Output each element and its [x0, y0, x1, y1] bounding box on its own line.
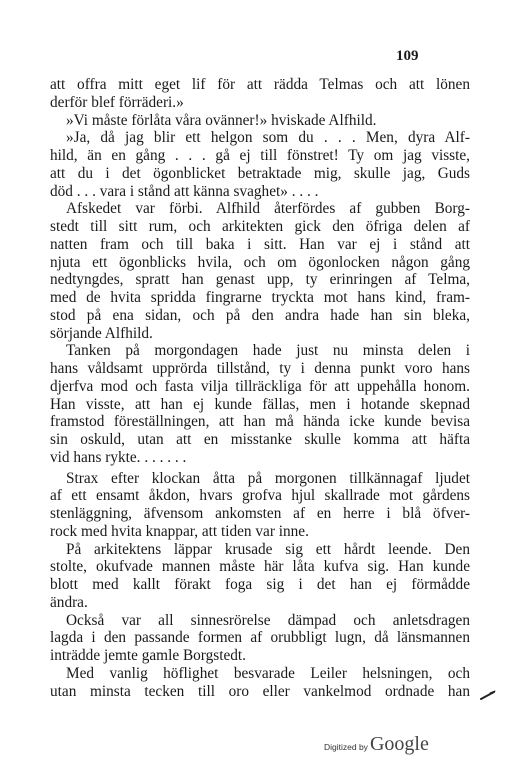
text-line: natten fram och till baka i sitt. Han var ej i stånd att: [50, 235, 470, 253]
text-line: död . . . vara i stånd att känna svaghet» . . . .: [50, 182, 319, 200]
text-line: Afskedet var förbi. Alfhild återfördes af gubben Borg-: [66, 200, 470, 218]
text-line: med de hvita spridda fingrarne tryckta mot hans kind, fram-: [50, 289, 470, 306]
text-line: stod på ena sidan, och på den andra hade han sin bleka,: [50, 306, 470, 324]
text-line: Tanken på morgondagen hade just nu minsta delen i: [66, 342, 470, 360]
text-line: Också var all sinnesrörelse dämpad och anletsdragen: [66, 611, 470, 629]
text-line: sin oskuld, utan att en misstanke skulle komma att häfta: [50, 431, 470, 448]
text-line: På arkitektens läppar krusade sig ett hårdt leende. Den: [66, 540, 470, 558]
text-line: vid hans rykte. . . . . . .: [50, 448, 187, 466]
text-line: djerfva mod och fasta vilja tillräckliga för att uppehålla honom.: [50, 377, 470, 395]
text-line: hild, än en gång . . . gå ej till fönstret! Ty om jag visste,: [50, 147, 470, 164]
digitized-by-label: Digitized by: [324, 742, 368, 752]
text-line: hans våldsamt upprörda tillstånd, ty i denna punkt voro hans: [50, 360, 470, 377]
text-line: »Ja, då jag blir ett helgon som du . . . Men, dyra Alf-: [66, 129, 470, 147]
text-line: Strax efter klockan åtta på morgonen tillkännagaf ljudet: [66, 469, 470, 487]
text-line: att du i det ögonblicket betraktade mig, skulle jag, Guds: [50, 164, 470, 182]
digitized-watermark: [324, 733, 429, 756]
ink-mark-icon: [480, 690, 496, 700]
text-line: blott med kallt förakt foga sig i det han ej förmådde: [50, 576, 470, 593]
text-line: af ett ensamt åkdon, hvars grofva hjul skallrade mot gårdens: [50, 487, 470, 505]
page-number: 109: [396, 48, 419, 64]
text-line: ändra.: [50, 593, 88, 611]
text-line: stedt till sitt rum, och arkitekten gick den öfriga delen af: [50, 218, 470, 235]
text-line: rock med hvita knappar, att tiden var inne.: [50, 522, 309, 540]
text-line: framstod föreställningen, att han må hända icke kunde bevisa: [50, 413, 470, 431]
text-line: nedtyngdes, spratt han genast upp, ty erinringen af Telma,: [50, 271, 470, 289]
text-line: utan minsta tecken till oro eller vankelmod ordnade han: [50, 682, 470, 700]
text-line: Med vanlig höflighet besvarade Leiler helsningen, och: [66, 664, 470, 682]
text-line: stolte, okufvade mannen måste här låta kufva sig. Han kunde: [50, 558, 470, 576]
text-line: inträdde jemte gamle Borgstedt.: [50, 647, 246, 664]
text-line: stenläggning, äfvensom ankomsten af en herre i blå öfver-: [50, 505, 470, 522]
text-line: Han visste, att han ej kunde fällas, men i hotande skepnad: [50, 395, 470, 413]
text-line: njuta ett ögonblicks hvila, och om ögonlocken någon gång: [50, 253, 470, 271]
text-line: »Vi måste förlåta våra ovänner!» hviskade Alfhild.: [66, 111, 377, 129]
text-line: lagda i den passande formen af orubbligt lugn, då länsmannen: [50, 629, 470, 647]
text-line: att offra mitt eget lif för att rädda Telmas och att lönen: [50, 76, 470, 93]
text-line: sörjande Alfhild.: [50, 324, 153, 342]
google-logo: Google: [369, 733, 429, 755]
body-text: [50, 76, 470, 700]
text-line: derför blef förräderi.»: [50, 93, 184, 111]
